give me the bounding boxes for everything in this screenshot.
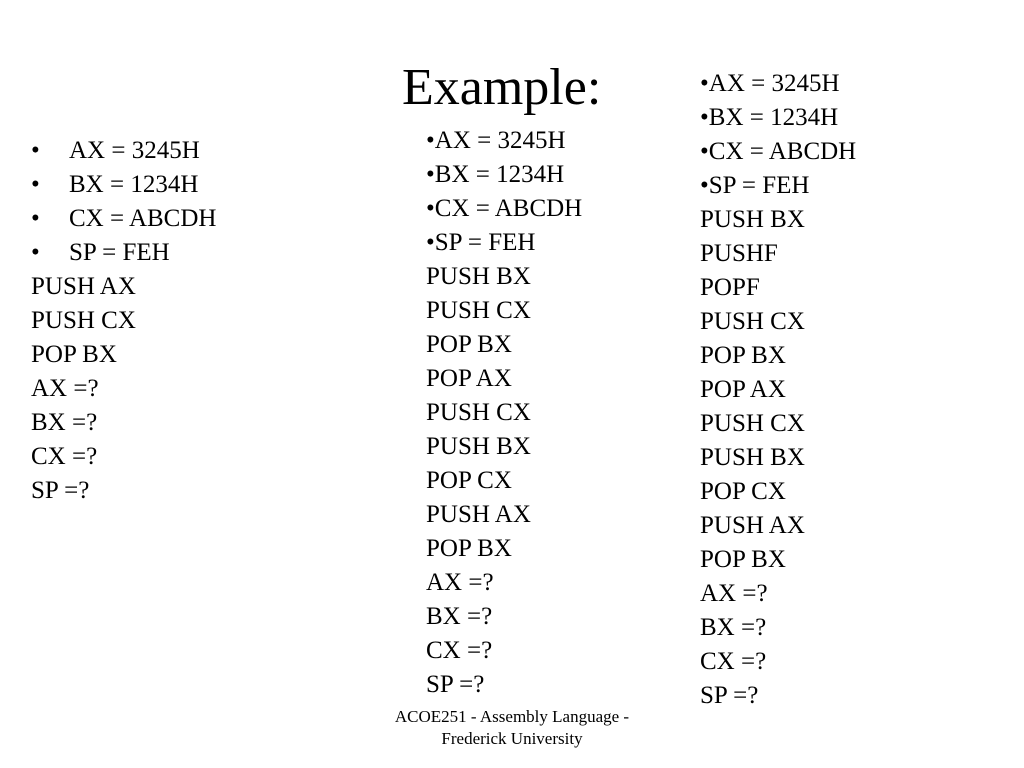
- bullet-item: [31, 236, 216, 270]
- question-line: BX =?: [31, 409, 98, 436]
- instruction-line: PUSH CX: [31, 307, 136, 334]
- bullet-text: SP = FEH: [434, 229, 536, 256]
- question-line: SP =?: [700, 682, 759, 709]
- bullet-text: BX = 1234H: [708, 104, 839, 131]
- instruction-line: POP CX: [426, 467, 512, 494]
- instruction-line: PUSHF: [700, 240, 778, 267]
- instruction-line: PUSH AX: [31, 273, 136, 300]
- instruction-line: POP BX: [426, 535, 512, 562]
- bullet-text: BX = 1234H: [69, 171, 199, 198]
- instruction-line: PUSH CX: [700, 308, 805, 335]
- bullet-icon: •: [426, 127, 435, 154]
- bullet-item: [700, 101, 856, 135]
- question-line: CX =?: [31, 443, 98, 470]
- question-line: AX =?: [700, 580, 768, 607]
- bullet-icon: •: [426, 195, 435, 222]
- instruction-line: PUSH BX: [700, 444, 805, 471]
- instruction-line: POP AX: [700, 376, 786, 403]
- right-column: [700, 67, 856, 713]
- instruction-line: POP CX: [700, 478, 786, 505]
- instruction-line: PUSH CX: [426, 399, 531, 426]
- bullet-text: AX = 3245H: [708, 70, 840, 97]
- bullet-item: [700, 67, 856, 101]
- footer-course-line: ACOE251 - Assembly Language -: [394, 707, 630, 726]
- bullet-text: AX = 3245H: [69, 137, 200, 164]
- question-line: BX =?: [426, 603, 493, 630]
- instruction-line: PUSH CX: [700, 410, 805, 437]
- bullet-item: [700, 135, 856, 169]
- question-line: SP =?: [426, 671, 485, 698]
- bullet-item: [31, 202, 216, 236]
- left-column: [31, 134, 216, 508]
- question-line: AX =?: [31, 375, 99, 402]
- instruction-line: PUSH BX: [426, 263, 531, 290]
- instruction-line: POPF: [700, 274, 760, 301]
- bullet-text: CX = ABCDH: [69, 205, 217, 232]
- question-line: AX =?: [426, 569, 494, 596]
- slide-title: Example:: [402, 59, 602, 116]
- bullet-icon: •: [31, 171, 40, 198]
- bullet-item: [426, 226, 582, 260]
- bullet-text: AX = 3245H: [434, 127, 566, 154]
- instruction-line: POP BX: [426, 331, 512, 358]
- instruction-line: PUSH CX: [426, 297, 531, 324]
- bullet-item: [31, 134, 216, 168]
- bullet-icon: •: [700, 70, 709, 97]
- bullet-icon: •: [700, 172, 709, 199]
- bullet-icon: •: [426, 161, 435, 188]
- bullet-text: SP = FEH: [69, 239, 170, 266]
- middle-column: [426, 124, 582, 702]
- instruction-line: PUSH AX: [700, 512, 805, 539]
- bullet-icon: •: [700, 138, 709, 165]
- bullet-icon: •: [31, 205, 40, 232]
- bullet-text: CX = ABCDH: [434, 195, 583, 222]
- instruction-line: POP AX: [426, 365, 512, 392]
- bullet-text: CX = ABCDH: [708, 138, 857, 165]
- instruction-line: POP BX: [700, 546, 786, 573]
- bullet-icon: •: [31, 239, 40, 266]
- instruction-line: PUSH BX: [426, 433, 531, 460]
- bullet-icon: •: [31, 137, 40, 164]
- bullet-icon: •: [700, 104, 709, 131]
- question-line: BX =?: [700, 614, 767, 641]
- instruction-line: POP BX: [31, 341, 117, 368]
- instruction-line: POP BX: [700, 342, 786, 369]
- bullet-item: [31, 168, 216, 202]
- slide-footer: [362, 706, 662, 750]
- instruction-line: PUSH BX: [700, 206, 805, 233]
- instruction-line: PUSH AX: [426, 501, 531, 528]
- bullet-item: [426, 158, 582, 192]
- bullet-item: [700, 169, 856, 203]
- bullet-item: [426, 192, 582, 226]
- bullet-icon: •: [426, 229, 435, 256]
- bullet-item: [426, 124, 582, 158]
- question-line: CX =?: [700, 648, 767, 675]
- question-line: SP =?: [31, 477, 90, 504]
- bullet-text: SP = FEH: [708, 172, 810, 199]
- footer-university-line: Frederick University: [441, 729, 583, 748]
- bullet-text: BX = 1234H: [434, 161, 565, 188]
- question-line: CX =?: [426, 637, 493, 664]
